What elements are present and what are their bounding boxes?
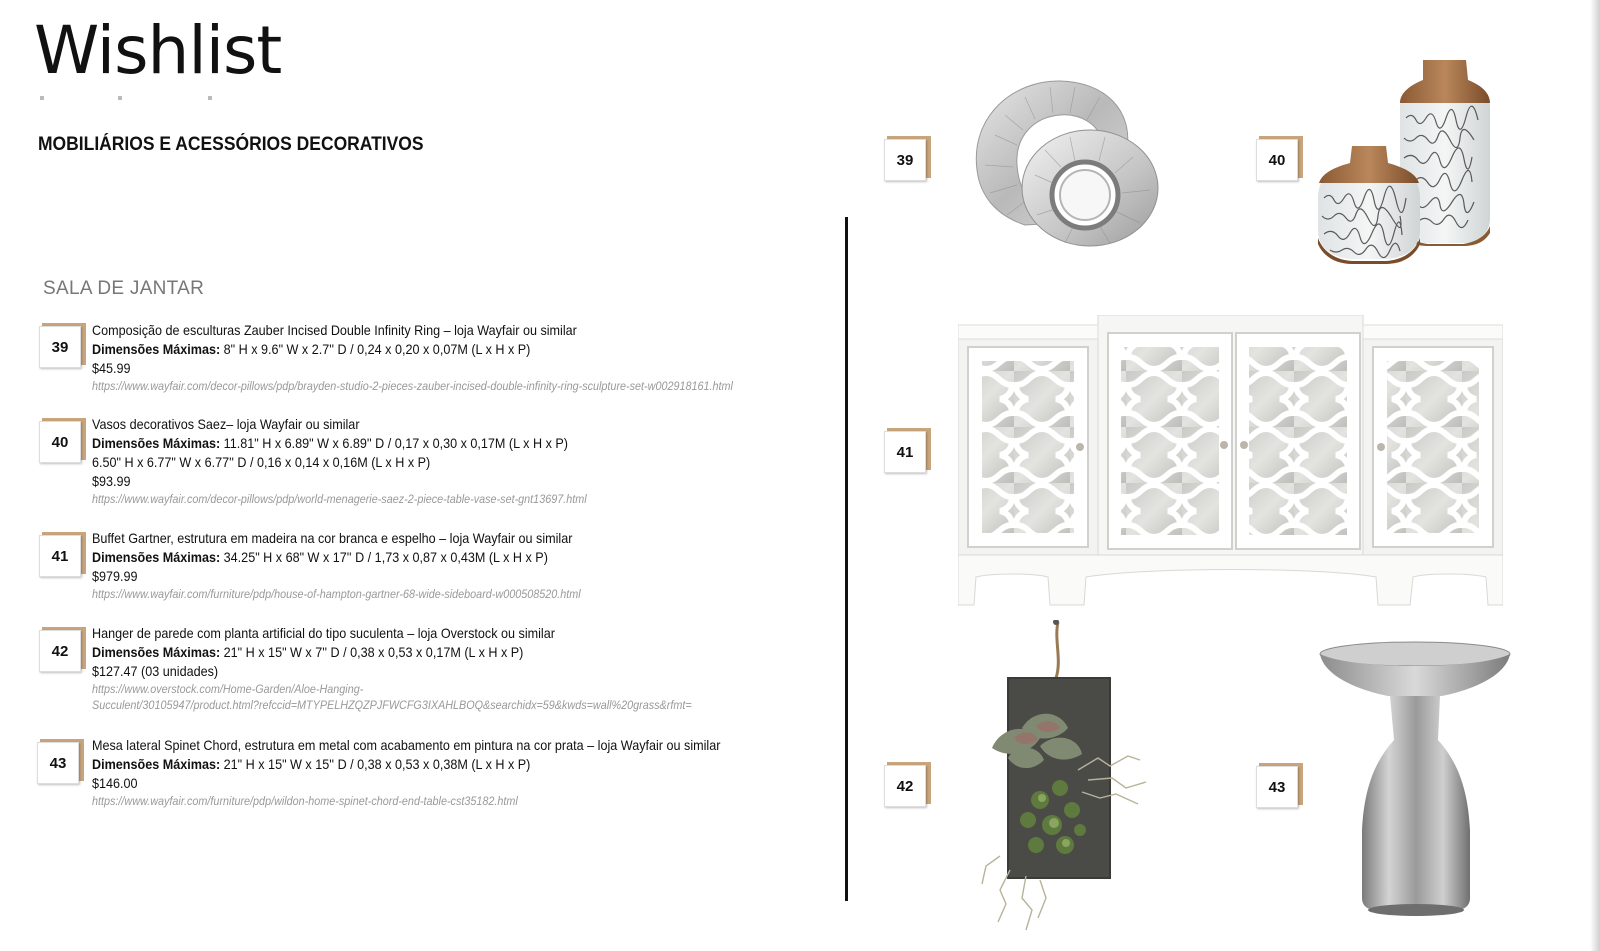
item-link[interactable]: https://www.wayfair.com/furniture/pdp/wildon-home-spinet-chord-end-table-cst35182.html xyxy=(92,794,518,808)
item-badge-43: 43 xyxy=(37,742,81,784)
list-item xyxy=(92,624,792,713)
item-name: Buffet Gartner, estrutura em madeira na cor branca e espelho – loja Wayfair ou similar xyxy=(92,530,573,546)
item-badge-40: 40 xyxy=(39,421,83,463)
item-name: Vasos decorativos Saez– loja Wayfair ou similar xyxy=(92,416,360,432)
item-price: $979.99 xyxy=(92,568,138,584)
double-ring-sculpture-icon xyxy=(965,75,1165,250)
item-badge-41: 41 xyxy=(39,535,83,577)
photo-badge-39: 39 xyxy=(884,139,928,181)
item-name: Composição de esculturas Zauber Incised Double Infinity Ring – loja Wayfair ou similar xyxy=(92,322,577,338)
photo-badge-43: 43 xyxy=(1256,766,1300,808)
item-link[interactable]: https://www.wayfair.com/decor-pillows/pdp/brayden-studio-2-pieces-zauber-incised-double-infinity-ring-sculpture-set-w002918161.html xyxy=(92,379,733,393)
item-price: $45.99 xyxy=(92,360,131,376)
title-underline-dots xyxy=(38,96,218,100)
succulent-wall-hanger-icon xyxy=(970,620,1165,945)
item-link[interactable]: https://www.overstock.com/Home-Garden/Aloe-Hanging- xyxy=(92,682,364,696)
item-dimensions-secondary: 6.50" H x 6.77" W x 6.77'' D / 0,16 x 0,14 x 0,16M (L x H x P) xyxy=(92,454,431,470)
item-dimensions: Dimensões Máximas: 11.81" H x 6.89" W x 6.89'' D / 0,17 x 0,30 x 0,17M (L x H x P) xyxy=(92,435,568,451)
item-name: Mesa lateral Spinet Chord, estrutura em metal com acabamento em pintura na cor prata – loja Wayfair ou similar xyxy=(92,737,721,753)
page-subtitle: MOBILIÁRIOS E ACESSÓRIOS DECORATIVOS xyxy=(38,134,424,155)
item-link[interactable]: https://www.wayfair.com/decor-pillows/pdp/world-menagerie-saez-2-piece-table-vase-set-gnt13697.html xyxy=(92,492,587,506)
side-table-icon xyxy=(1318,640,1513,925)
item-dimensions: Dimensões Máximas: 8" H x 9.6" W x 2.7'' D / 0,24 x 0,20 x 0,07M (L x H x P) xyxy=(92,341,531,357)
page-title: Wishlist xyxy=(34,12,282,89)
item-link[interactable]: https://www.wayfair.com/furniture/pdp/house-of-hampton-gartner-68-wide-sideboard-w000508520.html xyxy=(92,587,581,601)
item-dimensions: Dimensões Máximas: 21" H x 15" W x 15'' D / 0,38 x 0,53 x 0,38M (L x H x P) xyxy=(92,756,531,772)
item-link-continued[interactable]: Succulent/30105947/product.html?refccid=MTYPELHZQZPJFWCFG3IXAHLBOQ&searchidx=59&kwds=wall%20grass&rfmt= xyxy=(92,698,692,712)
item-badge-39: 39 xyxy=(39,326,83,368)
photo-badge-42: 42 xyxy=(884,765,928,807)
list-item xyxy=(92,321,792,394)
section-title: SALA DE JANTAR xyxy=(43,278,205,299)
column-divider xyxy=(845,217,848,901)
photo-badge-40: 40 xyxy=(1256,139,1300,181)
item-price: $127.47 (03 unidades) xyxy=(92,663,219,679)
item-dimensions: Dimensões Máximas: 21" H x 15" W x 7'' D / 0,38 x 0,53 x 0,17M (L x H x P) xyxy=(92,644,524,660)
list-item xyxy=(92,415,792,507)
photo-badge-41: 41 xyxy=(884,431,928,473)
item-dimensions: Dimensões Máximas: 34.25" H x 68" W x 17'' D / 1,73 x 0,87 x 0,43M (L x H x P) xyxy=(92,549,548,565)
item-name: Hanger de parede com planta artificial do tipo suculenta – loja Overstock ou similar xyxy=(92,625,555,641)
item-badge-42: 42 xyxy=(39,630,83,672)
list-item xyxy=(92,529,792,602)
list-item xyxy=(92,736,792,809)
sideboard-icon xyxy=(958,315,1503,610)
vase-set-icon xyxy=(1318,58,1528,268)
page-edge xyxy=(1590,0,1600,951)
item-price: $93.99 xyxy=(92,473,131,489)
item-price: $146.00 xyxy=(92,775,138,791)
